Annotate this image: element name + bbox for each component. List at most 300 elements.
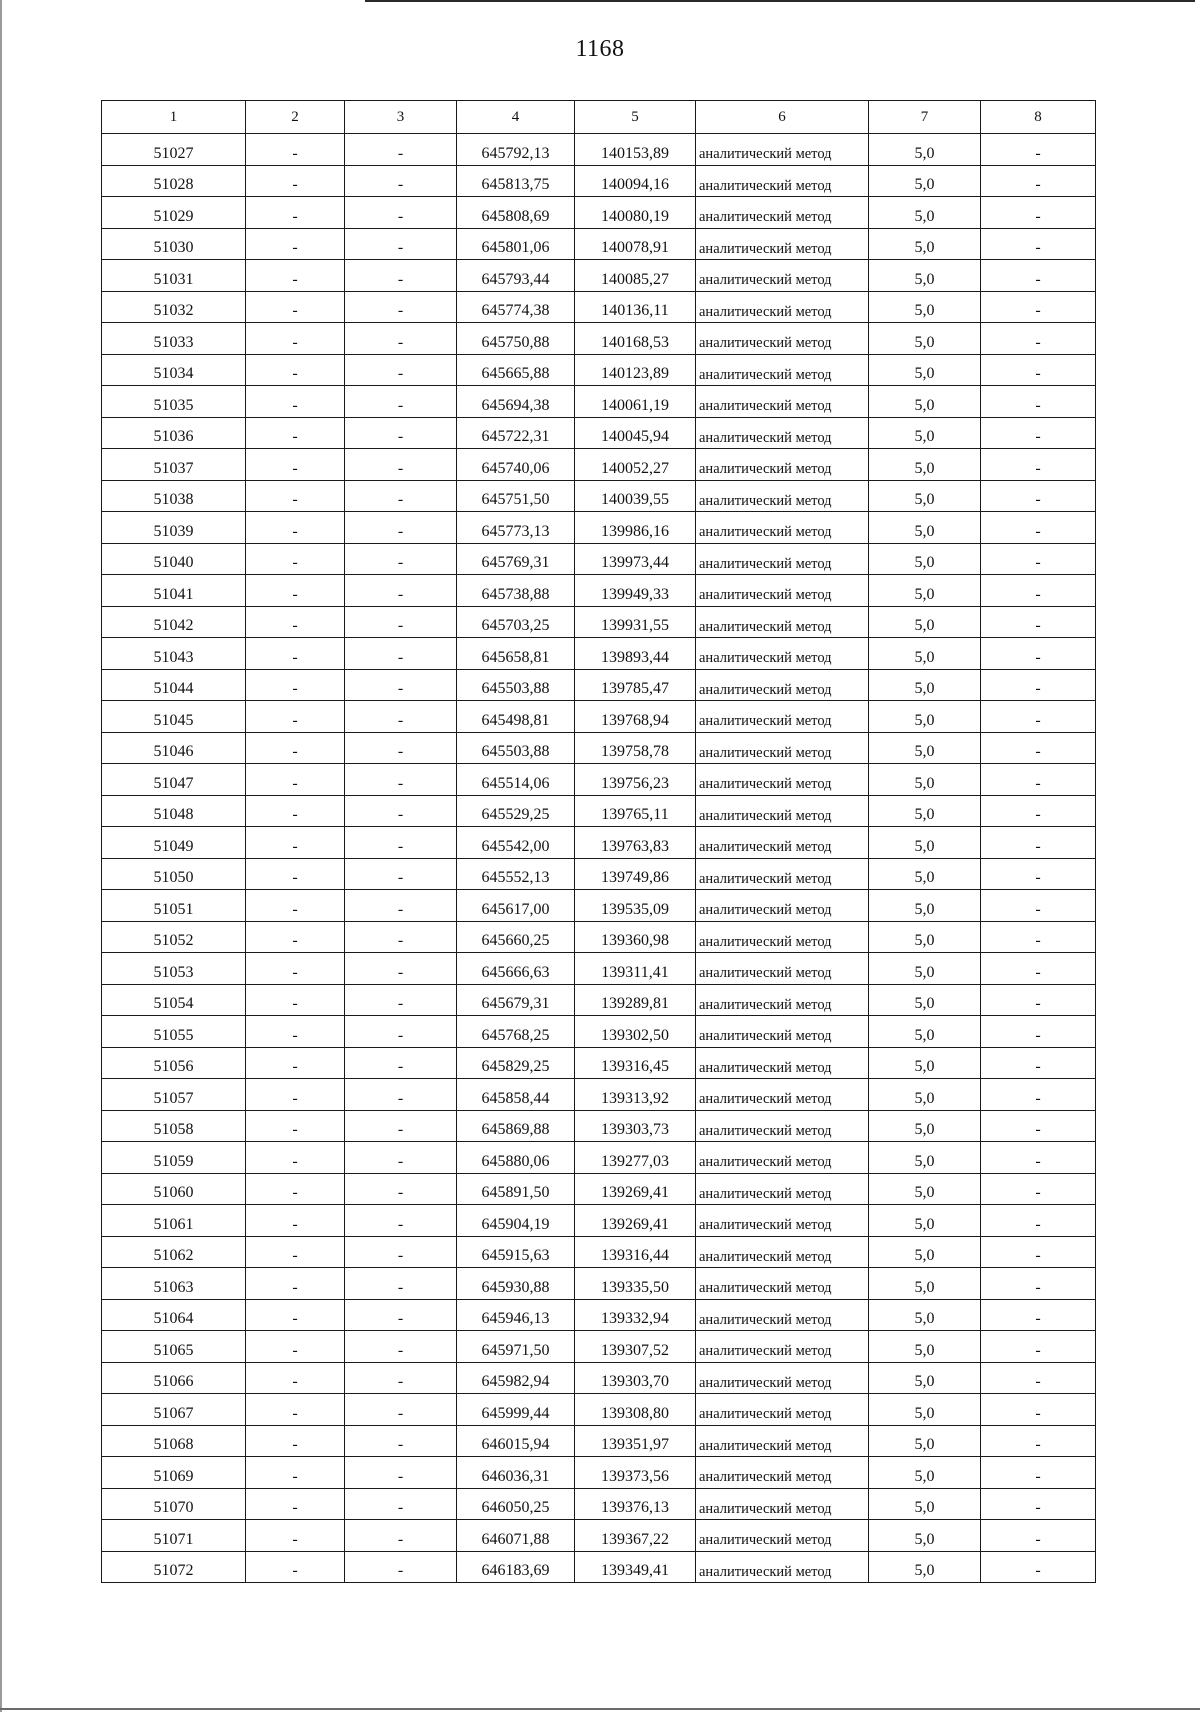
cell-text: аналитический метод	[699, 1091, 832, 1107]
cell-text: 645503,88	[481, 680, 550, 697]
col8-cell	[981, 1142, 1096, 1174]
cell-text: 5,0	[914, 1215, 935, 1233]
cell-text: -	[397, 1184, 404, 1201]
cell-text: -	[1035, 1152, 1041, 1170]
cell-text: 139949,33	[601, 585, 669, 603]
method-cell	[696, 1205, 869, 1237]
cell-text: аналитический метод	[699, 1059, 832, 1076]
col2-cell	[246, 1457, 345, 1489]
cell-text: 5,0	[914, 1089, 935, 1107]
cell-text: аналитический метод	[699, 1122, 832, 1139]
col2-cell	[246, 1236, 345, 1268]
cell-text: аналитический метод	[699, 492, 832, 509]
cell-text: 51055	[153, 1026, 194, 1044]
col8-cell	[981, 386, 1096, 418]
y-coordinate-cell	[575, 1079, 696, 1111]
cell-text: 5,0	[914, 932, 935, 949]
cell-text: -	[397, 995, 404, 1012]
col2-cell	[246, 1425, 345, 1457]
method-cell	[696, 669, 869, 701]
col8-cell	[981, 858, 1096, 890]
col2-cell	[246, 134, 345, 166]
cell-text: -	[397, 1499, 404, 1516]
cell-text: -	[397, 176, 404, 193]
cell-text: -	[292, 711, 298, 729]
col2-cell	[246, 1079, 345, 1111]
accuracy-cell	[869, 1079, 981, 1111]
cell-text: -	[397, 680, 404, 697]
cell-text: 5,0	[914, 617, 935, 634]
cell-text: 645660,25	[481, 932, 550, 949]
cell-text: аналитический метод	[699, 933, 832, 950]
col2-cell	[246, 1331, 345, 1363]
method-cell	[696, 1142, 869, 1174]
table-row	[102, 1205, 1096, 1237]
cell-text: -	[292, 270, 298, 288]
table-row	[102, 1110, 1096, 1142]
x-coordinate-cell	[457, 197, 575, 229]
cell-text: 139308,80	[601, 1404, 669, 1422]
col8-cell	[981, 134, 1096, 166]
cell-text: -	[292, 522, 298, 540]
cell-text: 5,0	[914, 995, 935, 1012]
col2-cell	[246, 890, 345, 922]
cell-text: 51040	[153, 554, 194, 571]
cell-text: 51044	[153, 680, 194, 697]
point-number-cell	[102, 669, 246, 701]
point-number-cell	[102, 1268, 246, 1300]
col8-cell	[981, 1551, 1096, 1583]
x-coordinate-cell	[457, 165, 575, 197]
cell-text: -	[1035, 1467, 1041, 1485]
cell-text: 51053	[153, 963, 194, 981]
cell-text: 5,0	[914, 837, 935, 855]
cell-text: -	[292, 1278, 298, 1296]
cell-text: 51028	[153, 176, 194, 193]
point-number-cell	[102, 953, 246, 985]
col8-cell	[981, 480, 1096, 512]
accuracy-cell	[869, 827, 981, 859]
cell-text: аналитический метод	[699, 146, 832, 162]
point-number-cell	[102, 354, 246, 386]
cell-text: 140153,89	[601, 144, 669, 162]
cell-text: 139277,03	[601, 1152, 669, 1170]
y-coordinate-cell	[575, 606, 696, 638]
table-row	[102, 795, 1096, 827]
cell-text: 139269,41	[601, 1184, 669, 1201]
accuracy-cell	[869, 1551, 981, 1583]
method-cell	[696, 449, 869, 481]
cell-text: 645915,63	[481, 1247, 550, 1264]
cell-text: -	[397, 144, 404, 162]
cell-text: -	[397, 1278, 404, 1296]
cell-text: 140136,11	[601, 302, 669, 319]
cell-text: аналитический метод	[699, 839, 832, 855]
y-coordinate-cell	[575, 291, 696, 323]
cell-text: -	[1035, 428, 1041, 445]
method-cell	[696, 165, 869, 197]
cell-text: аналитический метод	[699, 1532, 832, 1548]
cell-text: -	[292, 428, 298, 445]
cell-text: -	[397, 806, 404, 823]
cell-text: -	[292, 1310, 298, 1327]
col8-cell	[981, 1362, 1096, 1394]
cell-text: 51030	[153, 239, 194, 256]
cell-text: -	[292, 1530, 298, 1548]
y-coordinate-cell	[575, 575, 696, 607]
accuracy-cell	[869, 134, 981, 166]
cell-text: 645694,38	[481, 396, 550, 414]
table-row	[102, 1394, 1096, 1426]
col2-cell	[246, 386, 345, 418]
col2-cell	[246, 1268, 345, 1300]
point-number-cell	[102, 291, 246, 323]
cell-text: -	[397, 1341, 404, 1359]
cell-text: аналитический метод	[699, 303, 832, 320]
col2-cell	[246, 1110, 345, 1142]
cell-text: -	[1035, 1373, 1041, 1390]
cell-text: -	[1035, 806, 1041, 823]
y-coordinate-cell	[575, 1173, 696, 1205]
cell-text: -	[397, 239, 404, 256]
cell-text: -	[1035, 522, 1041, 540]
y-coordinate-cell	[575, 638, 696, 670]
col3-cell	[345, 165, 457, 197]
cell-text: 139307,52	[601, 1341, 669, 1359]
col8-cell	[981, 1331, 1096, 1363]
cell-text: 645858,44	[481, 1089, 550, 1107]
cell-text: аналитический метод	[699, 1406, 832, 1422]
method-cell	[696, 260, 869, 292]
x-coordinate-cell	[457, 984, 575, 1016]
cell-text: 645829,25	[481, 1058, 550, 1075]
accuracy-cell	[869, 291, 981, 323]
point-number-cell	[102, 1551, 246, 1583]
table-row	[102, 638, 1096, 670]
cell-text: 645793,44	[481, 270, 550, 288]
col8-cell	[981, 1205, 1096, 1237]
cell-text: 646036,31	[481, 1467, 550, 1485]
cell-text: аналитический метод	[699, 902, 832, 918]
col2-cell	[246, 1551, 345, 1583]
col3-cell	[345, 1331, 457, 1363]
col8-cell	[981, 197, 1096, 229]
cell-text: 5,0	[914, 1184, 935, 1201]
accuracy-cell	[869, 858, 981, 890]
cell-text: 51062	[153, 1247, 194, 1264]
cell-text: -	[1035, 1058, 1041, 1075]
cell-text: -	[397, 1089, 404, 1107]
method-cell	[696, 1173, 869, 1205]
table-row	[102, 606, 1096, 638]
cell-text: 5,0	[914, 1562, 935, 1579]
col8-cell	[981, 449, 1096, 481]
cell-text: 139535,09	[601, 900, 669, 918]
col8-cell	[981, 953, 1096, 985]
cell-text: 51049	[153, 837, 194, 855]
cell-text: -	[397, 1247, 404, 1264]
point-number-cell	[102, 197, 246, 229]
cell-text: -	[397, 207, 404, 225]
cell-text: 645738,88	[481, 585, 550, 603]
col8-cell	[981, 1425, 1096, 1457]
cell-text: 645666,63	[481, 963, 550, 981]
cell-text: -	[397, 1152, 404, 1170]
col3-cell	[345, 1110, 457, 1142]
x-coordinate-cell	[457, 606, 575, 638]
col8-cell	[981, 260, 1096, 292]
cell-text: 5,0	[914, 680, 935, 697]
cell-text: 5,0	[914, 743, 935, 760]
cell-text: -	[397, 932, 404, 949]
x-coordinate-cell	[457, 1142, 575, 1174]
table-row	[102, 449, 1096, 481]
cell-text: -	[1035, 1530, 1041, 1548]
column-header: 3	[345, 101, 457, 134]
x-coordinate-cell	[457, 827, 575, 859]
cell-text: аналитический метод	[699, 996, 832, 1013]
cell-text: аналитический метод	[699, 524, 832, 540]
cell-text: аналитический метод	[699, 776, 832, 792]
cell-text: -	[397, 302, 404, 319]
cell-text: 645930,88	[481, 1278, 550, 1296]
point-number-cell	[102, 1110, 246, 1142]
table-row	[102, 260, 1096, 292]
cell-text: 645769,31	[481, 554, 550, 571]
method-cell	[696, 1331, 869, 1363]
col3-cell	[345, 732, 457, 764]
table-row	[102, 386, 1096, 418]
cell-text: 51043	[153, 648, 194, 666]
col3-cell	[345, 228, 457, 260]
accuracy-cell	[869, 1425, 981, 1457]
method-cell	[696, 1079, 869, 1111]
cell-text: 5,0	[914, 522, 935, 540]
col2-cell	[246, 638, 345, 670]
cell-text: -	[1035, 1310, 1041, 1327]
col8-cell	[981, 638, 1096, 670]
cell-text: 51052	[153, 932, 194, 949]
cell-text: 51035	[153, 396, 194, 414]
cell-text: 5,0	[914, 1152, 935, 1170]
point-number-cell	[102, 1299, 246, 1331]
cell-text: 51038	[153, 491, 194, 508]
method-cell	[696, 354, 869, 386]
cell-text: 5,0	[914, 1247, 935, 1264]
cell-text: -	[397, 963, 404, 981]
col3-cell	[345, 795, 457, 827]
cell-text: аналитический метод	[699, 807, 832, 824]
cell-text: -	[1035, 176, 1041, 193]
cell-text: 645869,88	[481, 1121, 550, 1138]
cell-text: аналитический метод	[699, 1374, 832, 1391]
method-cell	[696, 858, 869, 890]
x-coordinate-cell	[457, 449, 575, 481]
col8-cell	[981, 827, 1096, 859]
accuracy-cell	[869, 417, 981, 449]
col2-cell	[246, 1299, 345, 1331]
y-coordinate-cell	[575, 1142, 696, 1174]
table-row	[102, 890, 1096, 922]
cell-text: аналитический метод	[699, 335, 832, 351]
cell-text: -	[397, 522, 404, 540]
y-coordinate-cell	[575, 764, 696, 796]
col3-cell	[345, 543, 457, 575]
method-cell	[696, 1520, 869, 1552]
cell-text: -	[1035, 554, 1041, 571]
x-coordinate-cell	[457, 1299, 575, 1331]
cell-text: аналитический метод	[699, 965, 832, 981]
y-coordinate-cell	[575, 1268, 696, 1300]
cell-text: 645808,69	[481, 207, 550, 225]
col8-cell	[981, 1079, 1096, 1111]
cell-text: -	[292, 144, 298, 162]
cell-text: -	[292, 1341, 298, 1359]
x-coordinate-cell	[457, 795, 575, 827]
col3-cell	[345, 197, 457, 229]
y-coordinate-cell	[575, 260, 696, 292]
cell-text: -	[1035, 648, 1041, 666]
cell-text: 139303,73	[601, 1121, 669, 1138]
y-coordinate-cell	[575, 512, 696, 544]
cell-text: -	[1035, 1278, 1041, 1296]
point-number-cell	[102, 543, 246, 575]
cell-text: -	[292, 1089, 298, 1107]
cell-text: -	[292, 1215, 298, 1233]
cell-text: аналитический метод	[699, 1437, 832, 1454]
accuracy-cell	[869, 323, 981, 355]
accuracy-cell	[869, 1016, 981, 1048]
cell-text: аналитический метод	[699, 870, 832, 887]
col2-cell	[246, 228, 345, 260]
y-coordinate-cell	[575, 732, 696, 764]
accuracy-cell	[869, 795, 981, 827]
cell-text: 646071,88	[481, 1530, 550, 1548]
col8-cell	[981, 543, 1096, 575]
method-cell	[696, 1488, 869, 1520]
table-header-row	[102, 101, 1096, 134]
cell-text: -	[397, 774, 404, 792]
point-number-cell	[102, 638, 246, 670]
method-cell	[696, 1551, 869, 1583]
x-coordinate-cell	[457, 1016, 575, 1048]
cell-text: аналитический метод	[699, 1280, 832, 1296]
method-cell	[696, 480, 869, 512]
accuracy-cell	[869, 228, 981, 260]
col3-cell	[345, 1142, 457, 1174]
cell-text: 5,0	[914, 365, 935, 382]
y-coordinate-cell	[575, 1110, 696, 1142]
col3-cell	[345, 1520, 457, 1552]
cell-text: 139768,94	[601, 711, 669, 729]
method-cell	[696, 795, 869, 827]
col2-cell	[246, 417, 345, 449]
col3-cell	[345, 1551, 457, 1583]
cell-text: -	[292, 1404, 298, 1422]
cell-text: 139316,44	[601, 1247, 669, 1264]
table-row	[102, 323, 1096, 355]
col3-cell	[345, 638, 457, 670]
method-cell	[696, 1236, 869, 1268]
cell-text: 646015,94	[481, 1436, 550, 1453]
point-number-cell	[102, 984, 246, 1016]
cell-text: 139758,78	[601, 743, 669, 760]
column-header: 1	[102, 101, 246, 134]
coordinates-table	[101, 100, 1096, 1583]
cell-text: -	[397, 1026, 404, 1044]
y-coordinate-cell	[575, 1331, 696, 1363]
cell-text: -	[292, 396, 298, 414]
table-row	[102, 669, 1096, 701]
y-coordinate-cell	[575, 386, 696, 418]
cell-text: 5,0	[914, 491, 935, 508]
cell-text: 139931,55	[601, 617, 669, 634]
cell-text: аналитический метод	[699, 744, 832, 761]
col3-cell	[345, 1425, 457, 1457]
accuracy-cell	[869, 197, 981, 229]
cell-text: -	[397, 1467, 404, 1485]
y-coordinate-cell	[575, 984, 696, 1016]
col3-cell	[345, 701, 457, 733]
column-header: 7	[869, 101, 981, 134]
col3-cell	[345, 606, 457, 638]
point-number-cell	[102, 1079, 246, 1111]
x-coordinate-cell	[457, 858, 575, 890]
table-row	[102, 165, 1096, 197]
x-coordinate-cell	[457, 1236, 575, 1268]
col3-cell	[345, 827, 457, 859]
cell-text: 5,0	[914, 144, 935, 162]
table-row	[102, 197, 1096, 229]
cell-text: -	[1035, 963, 1041, 981]
cell-text: 51050	[153, 869, 194, 886]
x-coordinate-cell	[457, 1268, 575, 1300]
cell-text: 5,0	[914, 1404, 935, 1422]
col3-cell	[345, 480, 457, 512]
cell-text: аналитический метод	[699, 429, 832, 446]
cell-text: -	[1035, 1562, 1041, 1579]
cell-text: 51029	[153, 207, 194, 225]
cell-text: 139756,23	[601, 774, 669, 792]
cell-text: -	[397, 585, 404, 603]
cell-text: -	[292, 491, 298, 508]
point-number-cell	[102, 827, 246, 859]
y-coordinate-cell	[575, 1205, 696, 1237]
cell-text: 139316,45	[601, 1058, 669, 1075]
cell-text: -	[292, 648, 298, 666]
col8-cell	[981, 1457, 1096, 1489]
col2-cell	[246, 1016, 345, 1048]
cell-text: -	[397, 1310, 404, 1327]
col2-cell	[246, 1520, 345, 1552]
cell-text: 139303,70	[601, 1373, 669, 1390]
col8-cell	[981, 575, 1096, 607]
accuracy-cell	[869, 1520, 981, 1552]
cell-text: 51059	[153, 1152, 194, 1170]
cell-text: аналитический метод	[699, 1500, 832, 1517]
cell-text: -	[292, 617, 298, 634]
accuracy-cell	[869, 1488, 981, 1520]
cell-text: 139986,16	[601, 522, 669, 540]
scan-edge-bottom	[0, 1708, 1200, 1710]
y-coordinate-cell	[575, 480, 696, 512]
x-coordinate-cell	[457, 669, 575, 701]
col3-cell	[345, 1205, 457, 1237]
method-cell	[696, 291, 869, 323]
cell-text: 645750,88	[481, 333, 550, 351]
cell-text: 139973,44	[601, 554, 669, 571]
cell-text: 140052,27	[601, 459, 669, 477]
